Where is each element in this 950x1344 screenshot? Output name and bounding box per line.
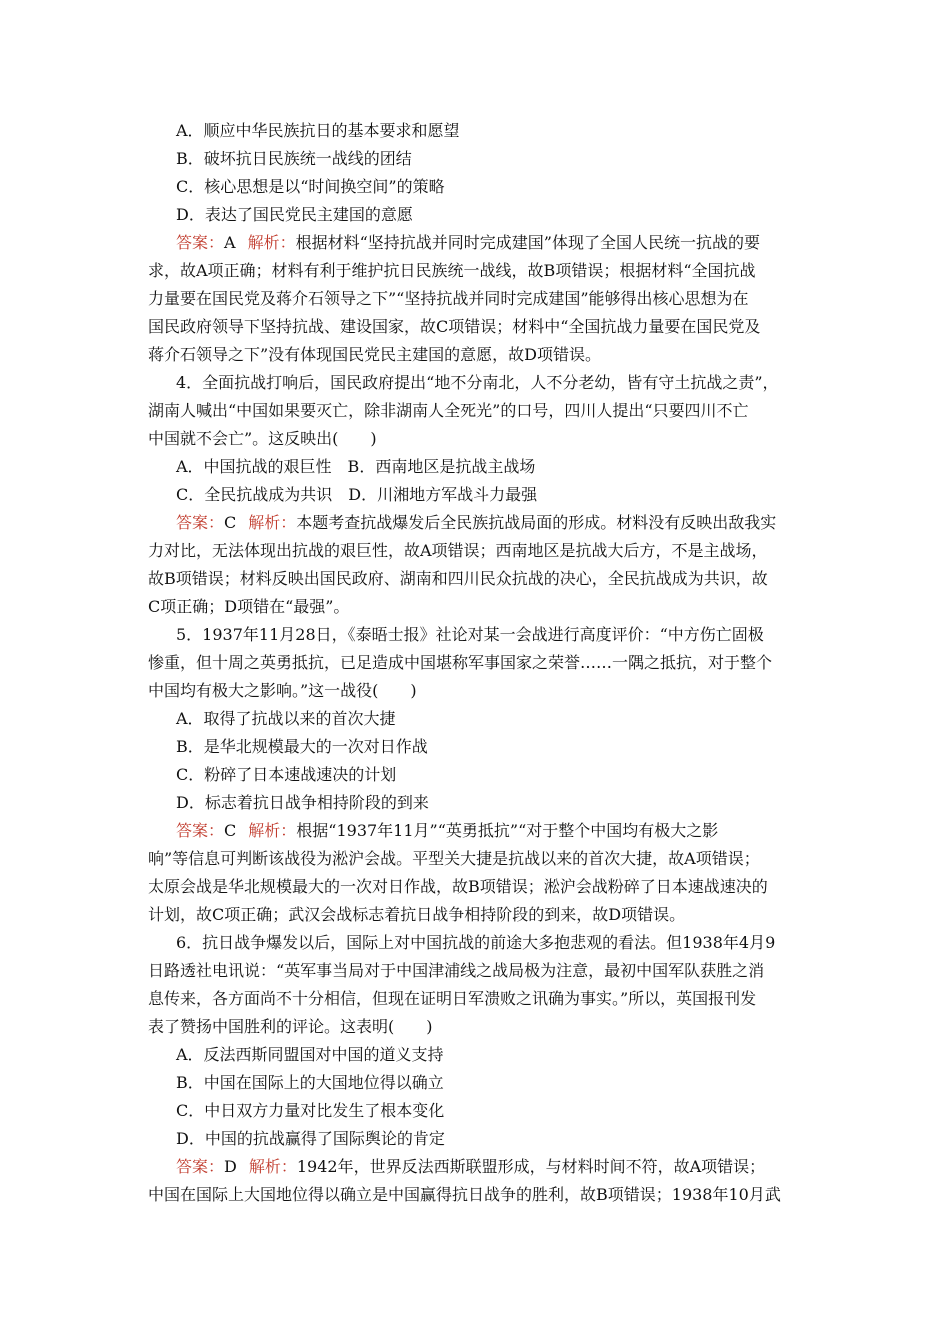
question-3 bbox=[148, 117, 808, 369]
option-b: B．中国在国际上的大国地位得以确立 bbox=[176, 1073, 444, 1092]
option-a: A．取得了抗战以来的首次大捷 bbox=[176, 709, 396, 728]
question-stem: 表了赞扬中国胜利的评论。这表明( ) bbox=[148, 1017, 433, 1036]
answer-label: 答案： bbox=[176, 1157, 225, 1176]
analysis-text: 力量要在国民党及蒋介石领导之下”“坚持抗战并同时完成建国”能够得出核心思想为在 bbox=[148, 289, 749, 308]
question-stem: 4．全面抗战打响后，国民政府提出“地不分南北，人不分老幼，皆有守土抗战之责”， bbox=[176, 373, 779, 392]
question-stem: 中国均有极大之影响。”这一战役( ) bbox=[148, 681, 417, 700]
question-stem: 5．1937年11月28日，《泰晤士报》社论对某一会战进行高度评价：“中方伤亡固极 bbox=[176, 625, 764, 644]
option-a: A．反法西斯同盟国对中国的道义支持 bbox=[176, 1045, 444, 1064]
analysis-label: 解析： bbox=[248, 1157, 297, 1176]
question-stem: 惨重，但十周之英勇抵抗，已足造成中国堪称军事国家之荣誉……一隅之抵抗，对于整个 bbox=[148, 653, 773, 672]
question-stem: 日路透社电讯说：“英军事当局对于中国津浦线之战局极为注意，最初中国军队获胜之消 bbox=[148, 961, 765, 980]
analysis-text: 计划，故C项正确；武汉会战标志着抗日战争相持阶段的到来，故D项错误。 bbox=[148, 905, 686, 924]
answer-value: D bbox=[224, 1157, 237, 1176]
analysis-text: 本题考查抗战爆发后全民族抗战局面的形成。材料没有反映出敌我实 bbox=[296, 513, 777, 532]
answer-label: 答案： bbox=[176, 233, 225, 252]
question-6 bbox=[148, 929, 808, 1209]
answer-line bbox=[148, 229, 808, 257]
option-d: D．表达了国民党民主建国的意愿 bbox=[176, 205, 413, 224]
option-c: C．中日双方力量对比发生了根本变化 bbox=[176, 1101, 445, 1120]
question-stem: 湖南人喊出“中国如果要灭亡，除非湖南人全死光”的口号，四川人提出“只要四川不亡 bbox=[148, 401, 749, 420]
analysis-text: 1942年，世界反法西斯联盟形成，与材料时间不符，故A项错误； bbox=[296, 1157, 766, 1176]
analysis-label: 解析： bbox=[247, 233, 296, 252]
analysis-text: 蒋介石领导之下”没有体现国民党民主建国的意愿，故D项错误。 bbox=[148, 345, 602, 364]
analysis-text: 根据“1937年11月”“英勇抵抗”“对于整个中国均有极大之影 bbox=[296, 821, 719, 840]
option-row: A．中国抗战的艰巨性 B．西南地区是抗战主战场 bbox=[176, 457, 536, 476]
question-stem: 息传来，各方面尚不十分相信，但现在证明日军溃败之讯确为事实。”所以，英国报刊发 bbox=[148, 989, 757, 1008]
analysis-text: 国民政府领导下坚持抗战、建设国家，故C项错误；材料中“全国抗战力量要在国民党及 bbox=[148, 317, 761, 336]
option-c: C．粉碎了日本速战速决的计划 bbox=[176, 765, 397, 784]
analysis-text: 力对比，无法体现出抗战的艰巨性，故A项错误；西南地区是抗战大后方，不是主战场， bbox=[148, 541, 768, 560]
question-stem: 中国就不会亡”。这反映出( ) bbox=[148, 429, 377, 448]
analysis-text: 故B项错误；材料反映出国民政府、湖南和四川民众抗战的决心，全民抗战成为共识，故 bbox=[148, 569, 768, 588]
question-4 bbox=[148, 369, 808, 621]
answer-line bbox=[148, 817, 808, 845]
answer-line bbox=[148, 509, 808, 537]
analysis-text: 求，故A项正确；材料有利于维护抗日民族统一战线，故B项错误；根据材料“全国抗战 bbox=[148, 261, 756, 280]
answer-label: 答案： bbox=[176, 821, 225, 840]
analysis-text: C项正确；D项错在“最强”。 bbox=[148, 597, 350, 616]
answer-line bbox=[148, 1153, 808, 1181]
option-b: B．破坏抗日民族统一战线的团结 bbox=[176, 149, 412, 168]
option-row: C．全民抗战成为共识 D．川湘地方军战斗力最强 bbox=[176, 485, 538, 504]
analysis-text: 响”等信息可判断该战役为淞沪会战。平型关大捷是抗战以来的首次大捷，故A项错误； bbox=[148, 849, 760, 868]
page-content bbox=[148, 117, 808, 1209]
option-c: C．核心思想是以“时间换空间”的策略 bbox=[176, 177, 445, 196]
analysis-text: 太原会战是华北规模最大的一次对日作战，故B项错误；淞沪会战粉碎了日本速战速决的 bbox=[148, 877, 768, 896]
option-b: B．是华北规模最大的一次对日作战 bbox=[176, 737, 428, 756]
answer-value: C bbox=[224, 821, 237, 840]
option-a: A．顺应中华民族抗日的基本要求和愿望 bbox=[176, 121, 460, 140]
answer-label: 答案： bbox=[176, 513, 225, 532]
analysis-label: 解析： bbox=[248, 821, 297, 840]
question-5 bbox=[148, 621, 808, 929]
question-stem: 6．抗日战争爆发以后，国际上对中国抗战的前途大多抱悲观的看法。但1938年4月9 bbox=[176, 933, 776, 952]
option-d: D．中国的抗战赢得了国际舆论的肯定 bbox=[176, 1129, 445, 1148]
analysis-text: 中国在国际上大国地位得以确立是中国赢得抗日战争的胜利，故B项错误；1938年10月武 bbox=[148, 1185, 781, 1204]
analysis-label: 解析： bbox=[248, 513, 297, 532]
answer-value: C bbox=[224, 513, 237, 532]
analysis-text: 根据材料“坚持抗战并同时完成建国”体现了全国人民统一抗战的要 bbox=[295, 233, 760, 252]
answer-value: A bbox=[224, 233, 236, 252]
option-d: D．标志着抗日战争相持阶段的到来 bbox=[176, 793, 429, 812]
